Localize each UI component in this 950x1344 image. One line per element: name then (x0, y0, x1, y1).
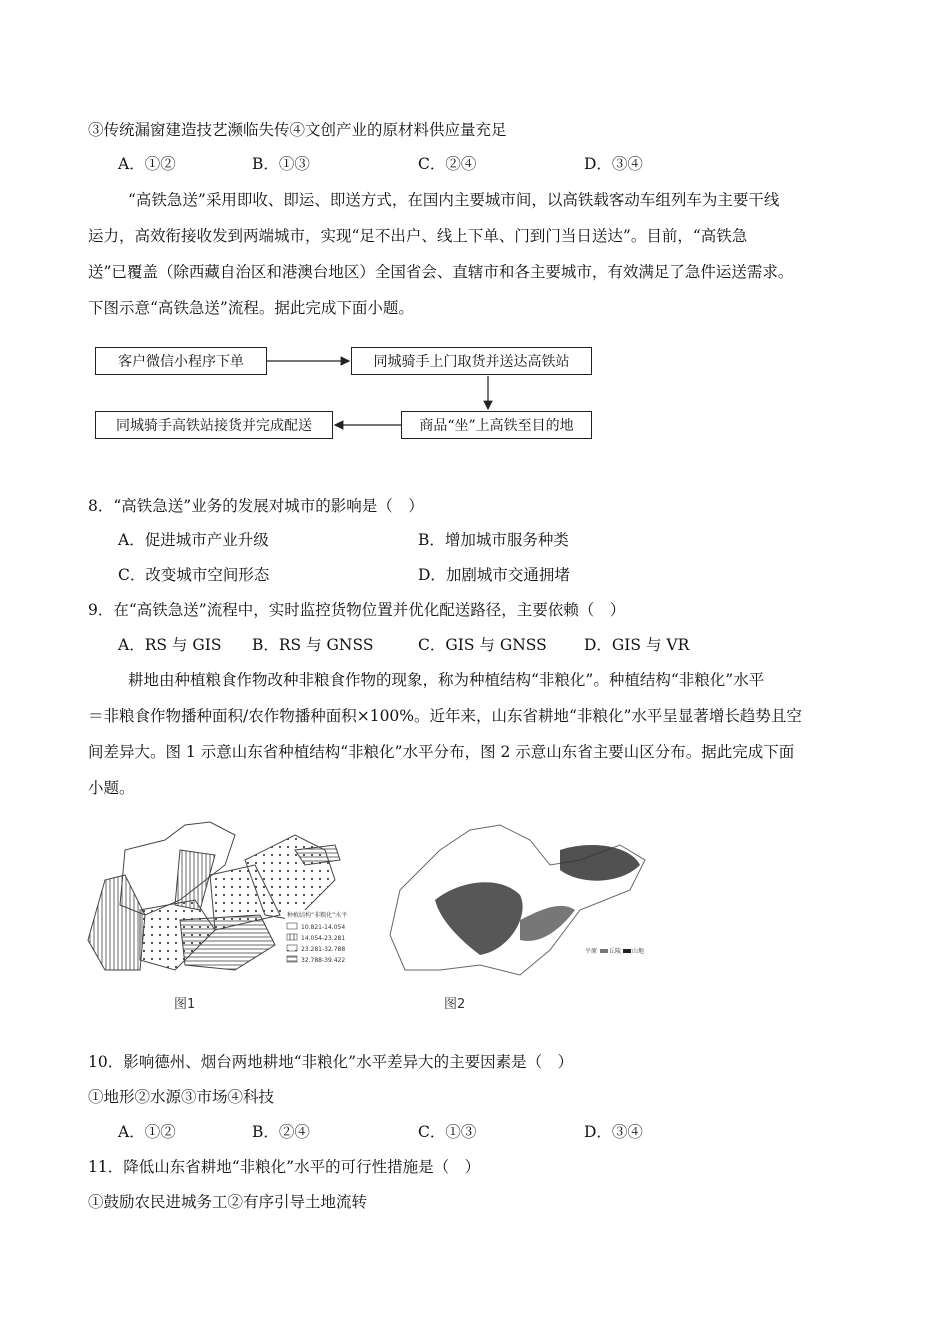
passage-line: 送”已覆盖（除西藏自治区和港澳台地区）全国省会、直辖市和各主要城市，有效满足了急件运送需求。 (88, 263, 794, 281)
options-line: ①地形②水源③市场④科技 (88, 1088, 275, 1106)
choice-d: D．③④ (584, 155, 643, 173)
choice-b: B．①③ (252, 155, 310, 173)
choice-c: C．①③ (418, 1123, 477, 1141)
legend-item: 32.788-39.422 (301, 957, 346, 964)
choice-c: C．改变城市空间形态 (118, 566, 270, 584)
question-9: 9．在“高铁急送”流程中，实时监控货物位置并优化配送路径，主要依赖（ ） (88, 601, 626, 619)
flow-step-2: 同城骑手上门取货并送达高铁站 (351, 347, 592, 375)
question-11: 11．降低山东省耕地“非粮化”水平的可行性措施是（ ） (88, 1158, 481, 1176)
passage-line: 运力，高效衔接收发到两端城市，实现“足不出户、线上下单、门到门当日送达”。目前，“高铁急 (88, 227, 748, 245)
choice-a: A．①② (118, 1123, 176, 1141)
passage-line: 耕地由种植粮食作物改种非粮食作物的现象，称为种植结构“非粮化”。种植结构“非粮化”水平 (128, 671, 765, 689)
choice-a: A．①② (118, 155, 176, 173)
choice-c: C．GIS 与 GNSS (418, 636, 547, 654)
figure-2-caption: 图2 (444, 997, 466, 1012)
legend-item: 平原 (585, 948, 598, 955)
choice-a: A．RS 与 GIS (118, 636, 222, 654)
passage-line: 小题。 (88, 779, 135, 797)
choice-a: A．促进城市产业升级 (118, 531, 269, 549)
flow-step-4: 同城骑手高铁站接货并完成配送 (95, 411, 333, 439)
choice-d: D．③④ (584, 1123, 643, 1141)
flow-arrows (0, 0, 950, 460)
legend-item: 14.054-23.281 (301, 935, 346, 942)
choice-b: B．增加城市服务种类 (418, 531, 569, 549)
options-line: ③传统漏窗建造技艺濒临失传④文创产业的原材料供应量充足 (88, 121, 507, 139)
passage-line: 间差异大。图 1 示意山东省种植结构“非粮化”水平分布，图 2 示意山东省主要山区分布。据此完成下面 (88, 743, 795, 761)
figure-1-map (85, 820, 375, 980)
choice-b: B．RS 与 GNSS (252, 636, 374, 654)
passage-line: ＝非粮食作物播种面积/农作物播种面积×100%。近年来，山东省耕地“非粮化”水平呈显著增长趋势且空 (88, 707, 802, 725)
legend-item: 10.821-14.054 (301, 924, 346, 931)
legend-item: 丘陵 (609, 948, 622, 955)
legend-item: 23.281-32.788 (301, 946, 346, 953)
question-10: 10．影响德州、烟台两地耕地“非粮化”水平差异大的主要因素是（ ） (88, 1053, 574, 1071)
passage-line: “高铁急送”采用即收、即运、即送方式，在国内主要城市间，以高铁载客动车组列车为主要干线 (128, 191, 780, 209)
flow-step-1: 客户微信小程序下单 (95, 347, 267, 375)
legend-title: 种植结构“非粮化”水平 (287, 912, 348, 919)
options-line: ①鼓励农民进城务工②有序引导土地流转 (88, 1193, 368, 1211)
choice-d: D．加剧城市交通拥堵 (418, 566, 570, 584)
choice-c: C．②④ (418, 155, 477, 173)
choice-b: B．②④ (252, 1123, 310, 1141)
figure-1-caption: 图1 (174, 997, 196, 1012)
flow-step-3: 商品“坐”上高铁至目的地 (401, 411, 592, 439)
choice-d: D．GIS 与 VR (584, 636, 690, 654)
question-8: 8．“高铁急送”业务的发展对城市的影响是（ ） (88, 497, 424, 515)
figure-2-map (380, 820, 660, 980)
legend-item: 山地 (632, 948, 645, 955)
passage-line: 下图示意“高铁急送”流程。据此完成下面小题。 (88, 299, 414, 317)
